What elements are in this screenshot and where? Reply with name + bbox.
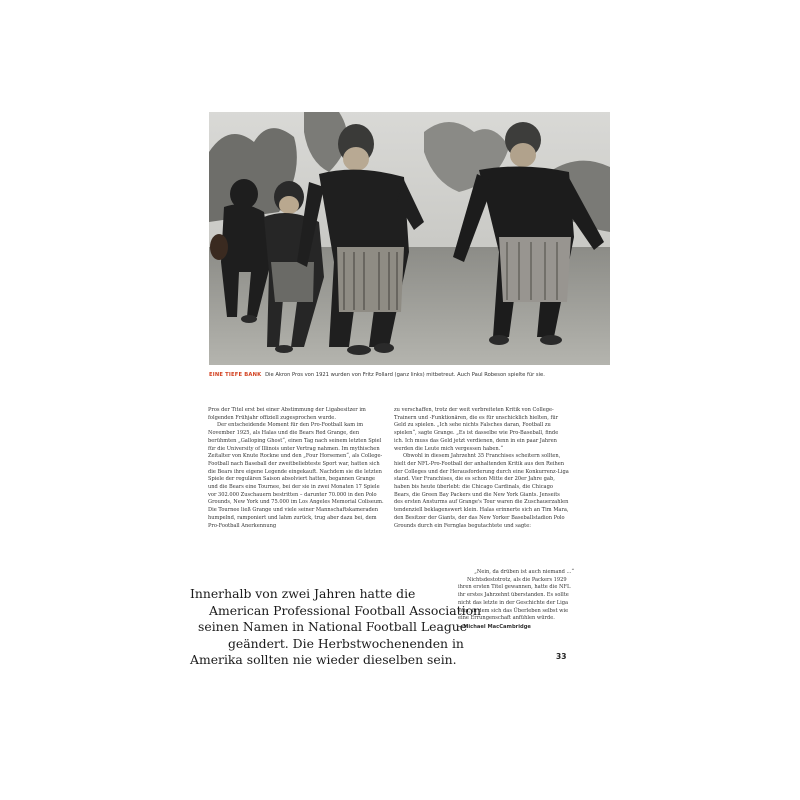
photo-caption [209, 372, 609, 379]
body-column-right [394, 407, 569, 530]
pull-quote-line: seinen Namen in National Football League [198, 619, 468, 634]
paragraph: Pros der Titel erst bei einer Abstimmung der Ligabesitzer im folgenden Frühjahr offiziell zugesprochen wurde. [208, 407, 366, 421]
pull-quote-line: Innerhalb von zwei Jahren hatte die [190, 586, 416, 601]
page-number: 33 [556, 652, 567, 661]
caption-label: EINE TIEFE BANK [209, 372, 262, 378]
paragraph: Nichtsdestotrotz, als die Packers 1929 ihren ersten Titel gewannen, hatte die NFL ihr erstes Jahrzehnt überstanden. Es sollte nicht das letzte in der Geschichte der Liga sein, in dem sich das Überleben selbst wie eine Errungenschaft anfühlen würde. [458, 576, 571, 622]
pull-quote [190, 586, 482, 669]
pull-quote-line: Amerika sollten nie wieder dieselben sein. [190, 652, 457, 667]
paragraph: Obwohl in diesem Jahrzehnt 35 Franchises scheitern sollten, hielt der NFL-Pro-Football der anhaltenden Kritik aus den Reihen der Colleges und der Herausforderung durch eine Konkurrenz-Liga stand. Vier Franchises, die es schon Mitte der 20er Jahre gab, haben bis heute überlebt: die Chicago Cardinals, die Chicago Bears, die Green Bay Packers und die New York Giants. Jenseits des ersten Ansturms auf Grange's Tour waren die Zuschauerzahlen tendenziell beklagenswert klein. Halas erinnerte sich an Tim Mara, den Besitzer der Giants, der das New Yorker Baseballstadion Polo Grounds durch ein Fernglas begutachtete und sagte: [394, 453, 569, 529]
quote-line: „Nein, da drüben ist auch niemand ...“ [474, 569, 574, 575]
body-column-right-continued [458, 569, 574, 632]
paragraph: Der entscheidende Moment für den Pro-Football kam im November 1925, als Halas und die Bears Red Grange, den berühmten „Galloping Ghost“, einen Tag nach seinem letzten Spiel für die University of Illinois unter Vertrag nahmen. Im mythischen Zeitalter von Knute Rockne und den „Four Horsemen“, als College-Football nach Baseball der zweitbeliebteste Sport war, hatten sich die Bears ihre eigene Legende eingekauft. Nachdem sie die letzten Spiele der regulären Saison absolviert hatten, begannen Grange und die Bears eine Tournee, bei der sie in zwei Monaten 17 Spiele vor 302.000 Zuschauern bestritten – darunter 70.000 in den Polo Grounds, New York und 75.000 im Los Angeles Memorial Coliseum. Die Tournee ließ Grange und viele seiner Mannschaftskameraden humpelnd, ramponiert und lahm zurück, trug aber dazu bei, dem Pro-Football Anerkennung [208, 422, 384, 529]
historic-football-photo [209, 112, 610, 365]
body-column-left [208, 407, 384, 530]
pull-quote-line: American Professional Football Association [209, 602, 482, 618]
paragraph: zu verschaffen, trotz der weit verbreiteten Kritik von College-Trainern und -Funktionären, die es für unschicklich hielten, für Geld zu spielen. „Ich sehe nichts Falsches daran, Football zu spielen“, sagte Grange. „Es ist dasselbe wie Pro-Baseball, finde ich. Ich muss das Geld jetzt verdienen, denn in ein paar Jahren werden die Leute mich vergessen haben.“ [394, 407, 559, 452]
pull-quote-line: geändert. Die Herbstwochenenden in [228, 635, 464, 651]
author-credit: —Michael MacCambridge [458, 623, 531, 630]
caption-text: Die Akron Pros von 1921 wurden von Fritz Pollard (ganz links) mitbetreut. Auch Paul Robeson spielte für sie. [265, 372, 545, 378]
